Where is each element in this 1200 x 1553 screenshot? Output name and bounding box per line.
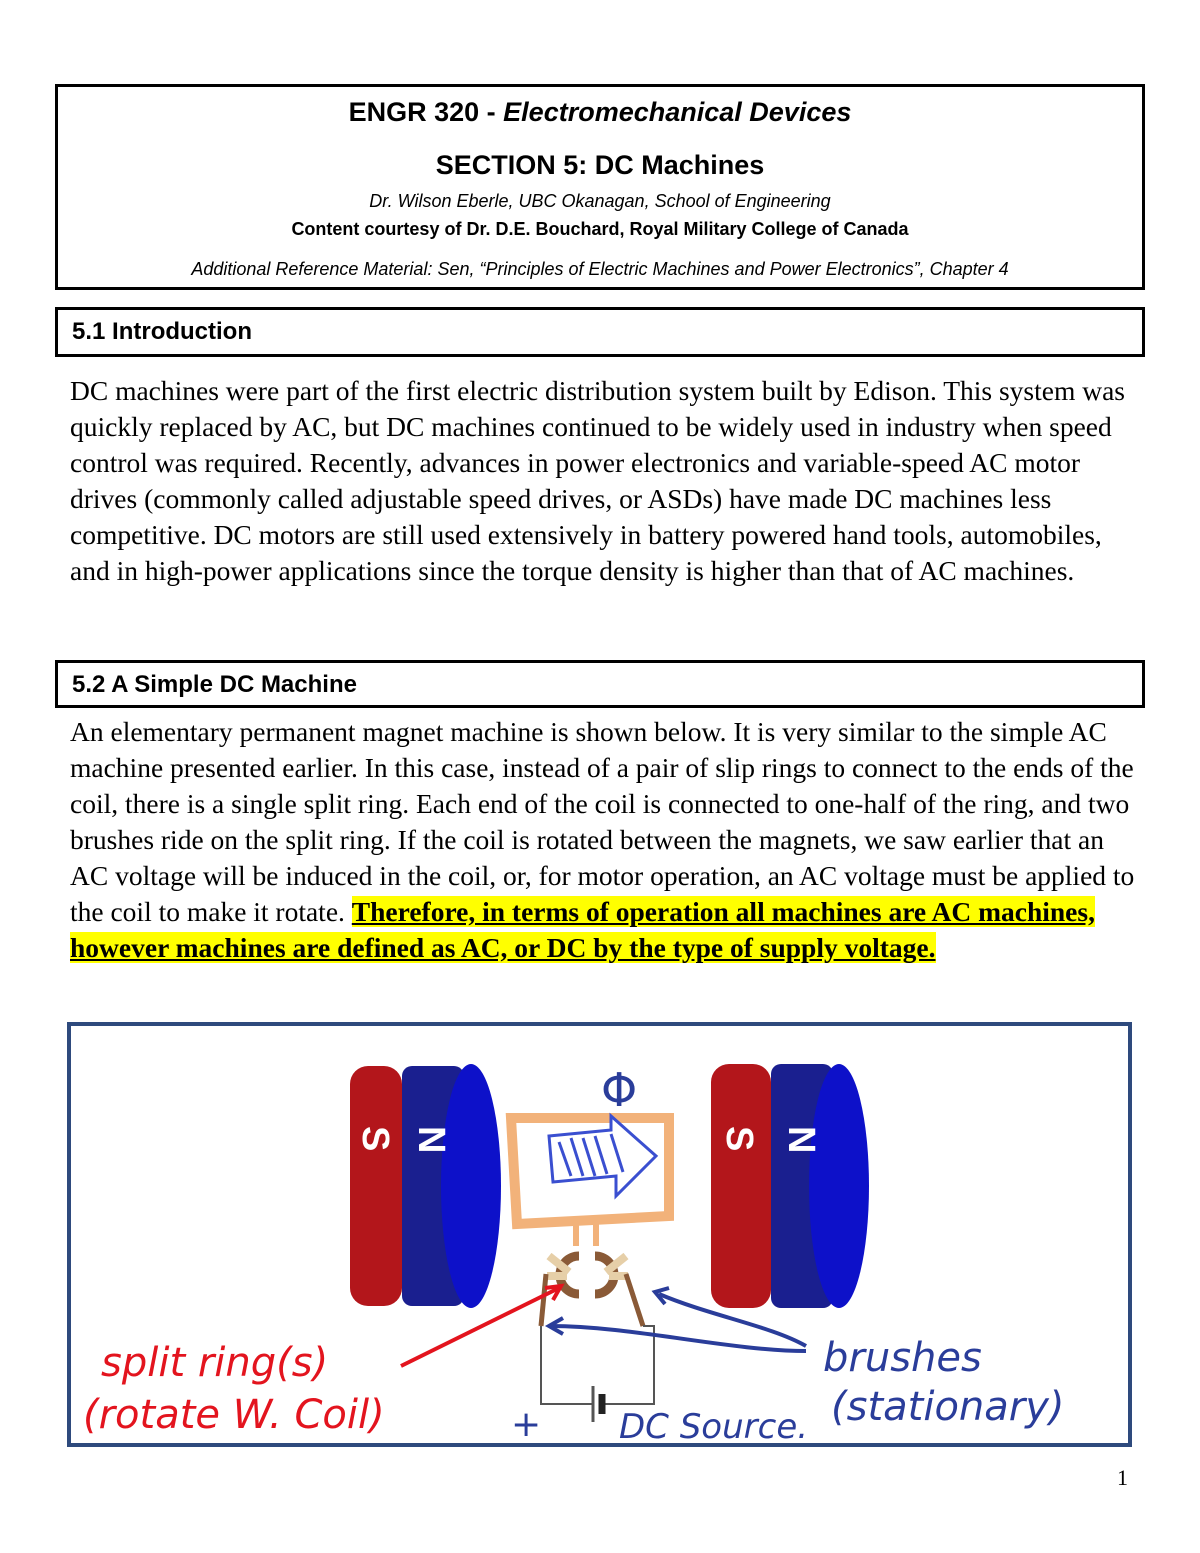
right-magnet-s-label: S (718, 1126, 760, 1152)
course-code: ENGR 320 - (348, 97, 504, 127)
plus-label: + (511, 1404, 542, 1443)
split-ring-label: split ring(s) (101, 1340, 329, 1386)
dc-machine-figure (67, 1022, 1132, 1447)
section-title: SECTION 5: DC Machines (435, 150, 765, 180)
dc-source-label: DC Source. (619, 1407, 809, 1443)
right-magnet-s-pole (711, 1064, 771, 1308)
split-ring-sublabel: (rotate W. Coil) (83, 1392, 385, 1438)
section-heading-introduction: 5.1 Introduction (55, 307, 1145, 357)
right-magnet (711, 1064, 869, 1308)
left-magnet (350, 1064, 501, 1308)
left-magnet-n-label: N (410, 1126, 452, 1154)
highlighted-statement: Therefore, in terms of operation all machines are AC machines, however machines are defined as AC, or DC by the type of supply voltage. (70, 896, 1095, 963)
left-magnet-s-pole (350, 1066, 402, 1306)
right-magnet-face (809, 1064, 869, 1308)
simple-dc-machine-paragraph (70, 714, 1145, 966)
section-heading-simple-dc-machine: 5.2 A Simple DC Machine (55, 660, 1145, 708)
brushes-sublabel: (stationary) (831, 1384, 1065, 1430)
flux-arrow (549, 1116, 656, 1196)
left-magnet-face (441, 1064, 501, 1308)
flux-symbol: Φ (601, 1063, 638, 1117)
paragraph-text: An elementary permanent magnet machine is shown below. It is very similar to the simple AC machine presented earlier. In this case, instead of a pair of slip rings to connect to the ends of the coil, there is a single split ring. Each end of the coil is connected to one-half of the ring, and two brushes ride on the split ring. If the coil is rotated between the magnets, we saw earlier that an AC voltage will be induced in the coil, or, for motor operation, an AC voltage must be applied to the coil to make it rotate. (70, 716, 1135, 927)
author-line: Dr. Wilson Eberle, UBC Okanagan, School of Engineering (369, 191, 831, 211)
course-title (58, 97, 1142, 128)
left-magnet-s-label: S (354, 1126, 396, 1152)
title-block (55, 84, 1145, 290)
course-name: Electromechanical Devices (503, 97, 852, 127)
page-number: 1 (1117, 1465, 1128, 1490)
reference-line: Additional Reference Material: Sen, “Principles of Electric Machines and Power Electronics”, Chapter 4 (191, 259, 1009, 279)
brushes-label: brushes (823, 1335, 982, 1381)
right-magnet-n-label: N (780, 1126, 822, 1154)
introduction-paragraph: DC machines were part of the first electric distribution system built by Edison. This system was quickly replaced by AC, but DC machines continued to be widely used in industry when speed control was required. Recently, advances in power electronics and variable-speed AC motor drives (commonly called adjustable speed drives, or ASDs) have made DC machines less competitive. DC motors are still used extensively in battery powered hand tools, automobiles, and in high-power applications since the torque density is higher than that of AC machines. (70, 375, 1126, 586)
courtesy-line: Content courtesy of Dr. D.E. Bouchard, Royal Military College of Canada (291, 219, 909, 239)
split-ring (560, 1256, 614, 1294)
dc-machine-diagram (71, 1026, 1128, 1443)
